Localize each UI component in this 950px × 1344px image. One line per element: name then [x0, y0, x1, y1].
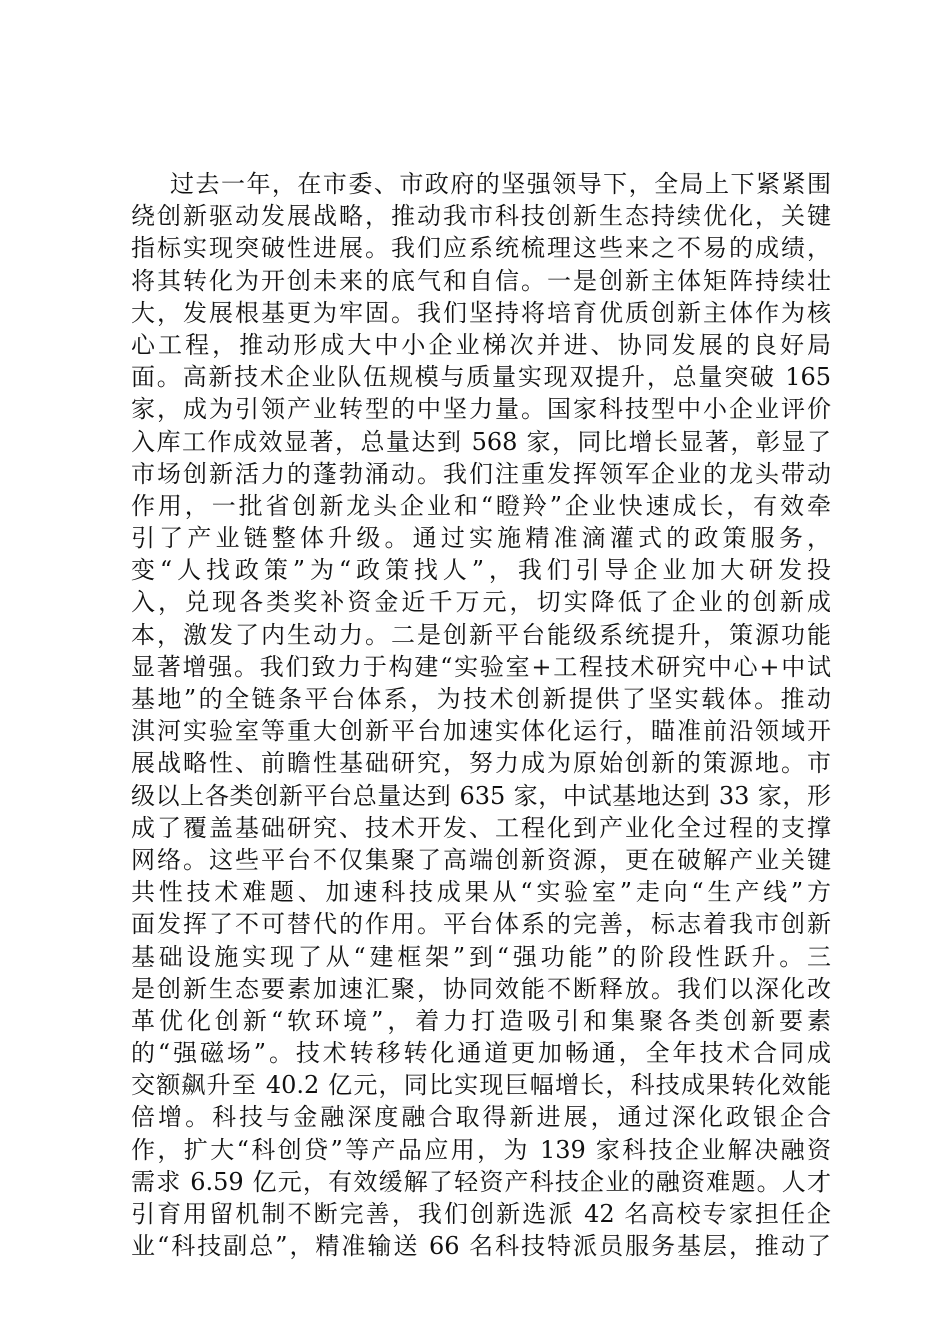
- paragraph-line: 指标实现突破性进展。我们应系统梳理这些来之不易的成绩，: [131, 234, 831, 263]
- body-paragraph: [131, 168, 831, 1262]
- paragraph-line: 作，扩大“科创贷”等产品应用，为 139 家科技企业解决融资: [131, 1135, 831, 1164]
- paragraph-line: 是创新生态要素加速汇聚，协同效能不断释放。我们以深化改: [131, 974, 831, 1003]
- paragraph-line: 级以上各类创新平台总量达到 635 家，中试基地达到 33 家，形: [131, 781, 831, 810]
- paragraph-line: 大，发展根基更为牢固。我们坚持将培育优质创新主体作为核: [131, 298, 831, 327]
- paragraph-line: 的“强磁场”。技术转移转化通道更加畅通，全年技术合同成: [131, 1039, 831, 1068]
- paragraph-line: 引了产业链整体升级。通过实施精准滴灌式的政策服务，: [131, 524, 831, 553]
- paragraph-line: 需求 6.59 亿元，有效缓解了轻资产科技企业的融资难题。人才: [131, 1167, 831, 1196]
- paragraph-line: 面。高新技术企业队伍规模与质量实现双提升，总量突破 165: [131, 363, 831, 392]
- paragraph-line: 基础设施实现了从“建框架”到“强功能”的阶段性跃升。三: [131, 942, 831, 971]
- paragraph-line: 市场创新活力的蓬勃涌动。我们注重发挥领军企业的龙头带动: [131, 459, 831, 488]
- paragraph-line: 入库工作成效显著，总量达到 568 家，同比增长显著，彰显了: [131, 427, 831, 456]
- paragraph-line: 作用，一批省创新龙头企业和“瞪羚”企业快速成长，有效牵: [131, 491, 831, 520]
- paragraph-line: 变“人找政策”为“政策找人”，我们引导企业加大研发投: [131, 556, 831, 585]
- paragraph-line: 革优化创新“软环境”，着力打造吸引和集聚各类创新要素: [131, 1006, 831, 1035]
- paragraph-line: 面发挥了不可替代的作用。平台体系的完善，标志着我市创新: [131, 910, 831, 939]
- paragraph-line: 入，兑现各类奖补资金近千万元，切实降低了企业的创新成: [131, 588, 831, 617]
- paragraph-line: 交额飙升至 40.2 亿元，同比实现巨幅增长，科技成果转化效能: [131, 1071, 831, 1100]
- paragraph-line: 淇河实验室等重大创新平台加速实体化运行，瞄准前沿领域开: [131, 717, 831, 746]
- paragraph-line: 过去一年，在市委、市政府的坚强领导下，全局上下紧紧围: [170, 170, 831, 198]
- paragraph-line: 倍增。科技与金融深度融合取得新进展，通过深化政银企合: [131, 1103, 831, 1132]
- paragraph-line: 本，激发了内生动力。二是创新平台能级系统提升，策源功能: [131, 620, 831, 649]
- paragraph-line: 引育用留机制不断完善，我们创新选派 42 名高校专家担任企: [131, 1200, 831, 1228]
- paragraph-line: 心工程，推动形成大中小企业梯次并进、协同发展的良好局: [131, 330, 831, 359]
- paragraph-line: 家，成为引领产业转型的中坚力量。国家科技型中小企业评价: [131, 395, 831, 424]
- paragraph-line: 显著增强。我们致力于构建“实验室+工程技术研究中心+中试: [131, 652, 831, 681]
- paragraph-line: 网络。这些平台不仅集聚了高端创新资源，更在破解产业关键: [131, 845, 831, 874]
- paragraph-line: 绕创新驱动发展战略，推动我市科技创新生态持续优化，关键: [131, 202, 831, 231]
- paragraph-line: 将其转化为开创未来的底气和自信。一是创新主体矩阵持续壮: [131, 266, 831, 295]
- paragraph-line: 展战略性、前瞻性基础研究，努力成为原始创新的策源地。市: [131, 749, 831, 778]
- paragraph-line: 共性技术难题、加速科技成果从“实验室”走向“生产线”方: [131, 878, 831, 907]
- paragraph-line: 成了覆盖基础研究、技术开发、工程化到产业化全过程的支撑: [131, 813, 831, 842]
- paragraph-line: 基地”的全链条平台体系，为技术创新提供了坚实载体。推动: [131, 685, 831, 713]
- paragraph-line: 业“科技副总”，精准输送 66 名科技特派员服务基层，推动了: [131, 1232, 831, 1261]
